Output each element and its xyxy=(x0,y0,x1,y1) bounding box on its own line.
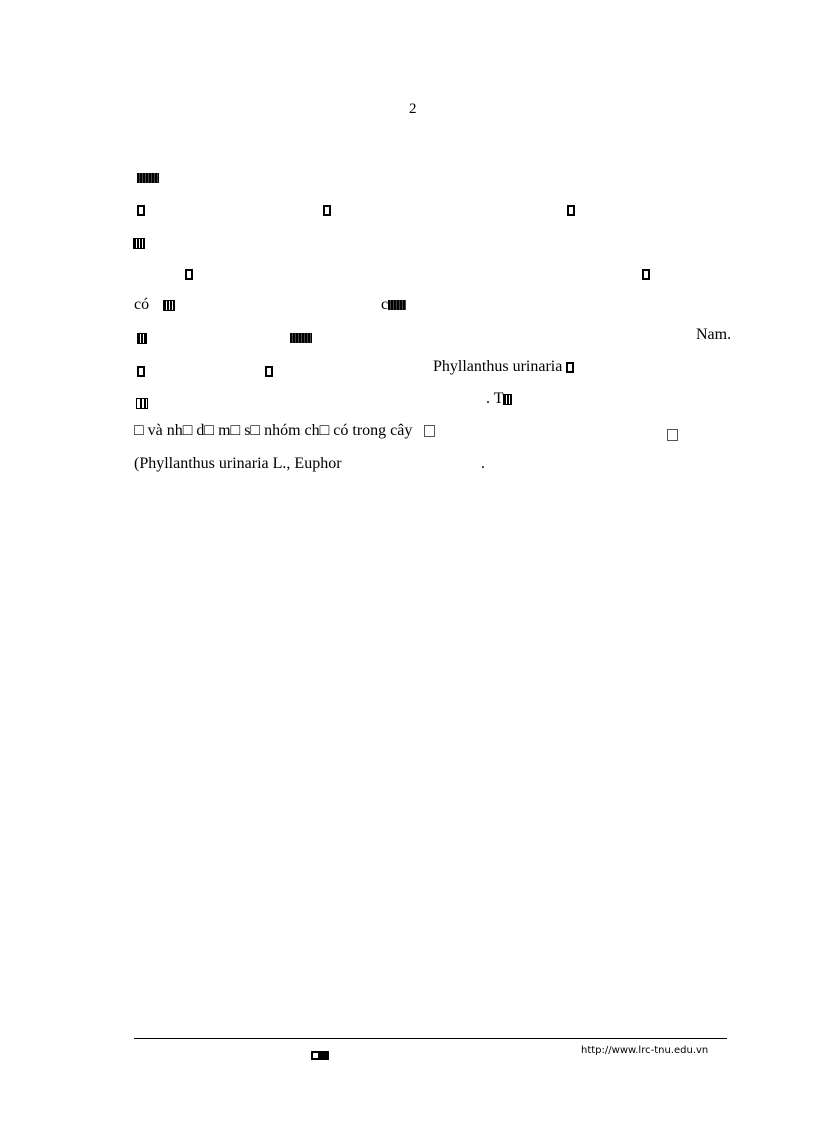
text-line-7-mid xyxy=(265,362,273,380)
missing-glyph-icon xyxy=(265,366,273,377)
text-line-9-end xyxy=(667,426,678,444)
text-line-2-mid xyxy=(323,201,331,219)
text-line-6 xyxy=(137,329,147,347)
missing-glyph-icon xyxy=(323,205,331,216)
missing-glyph-icon xyxy=(667,429,678,441)
species-name: Phyllanthus urinaria xyxy=(433,358,563,375)
text-line-2 xyxy=(137,201,145,219)
text-line-8 xyxy=(136,394,148,412)
text-line-3 xyxy=(133,234,145,252)
text-line-2-end xyxy=(567,201,575,219)
text-line-7 xyxy=(137,362,145,380)
missing-glyph-icon xyxy=(137,205,145,216)
missing-glyph-icon xyxy=(566,362,574,373)
missing-glyph-block-icon xyxy=(137,173,159,183)
footer-url[interactable]: http://www.lrc-tnu.edu.vn xyxy=(581,1045,709,1056)
text-line-4 xyxy=(185,265,193,283)
text-line-7-latin xyxy=(433,359,574,375)
missing-glyph-icon xyxy=(320,1051,329,1060)
text-fragment: □ và nh□ d□ m□ s□ nhóm ch□ có trong cây xyxy=(134,422,413,439)
footer-mark xyxy=(311,1046,329,1064)
text-fragment: c xyxy=(381,296,389,313)
missing-glyph-icon xyxy=(424,425,435,437)
text-line-10: (Phyllanthus urinaria L., Euphor xyxy=(134,455,342,472)
page-number: 2 xyxy=(409,101,417,117)
text-line-8-end xyxy=(486,391,512,407)
missing-glyph-icon xyxy=(163,300,175,311)
missing-glyph-icon xyxy=(137,366,145,377)
missing-glyph-icon xyxy=(137,333,147,344)
heading-line xyxy=(137,169,159,187)
footer-rule xyxy=(134,1038,727,1039)
missing-glyph-icon xyxy=(642,269,650,280)
text-line-10-end: . xyxy=(481,455,485,472)
missing-glyph-icon xyxy=(133,238,145,249)
missing-glyph-block-icon xyxy=(290,333,312,343)
missing-glyph-icon xyxy=(311,1051,320,1060)
text-line-5-mid xyxy=(381,297,406,313)
missing-glyph-icon xyxy=(503,394,512,405)
missing-glyph-icon xyxy=(136,398,148,409)
missing-glyph-icon xyxy=(567,205,575,216)
text-fragment: . T xyxy=(486,390,504,407)
text-line-6-mid xyxy=(290,329,312,347)
missing-glyph-icon xyxy=(185,269,193,280)
text-fragment: có xyxy=(134,296,150,313)
text-line-5 xyxy=(134,297,175,313)
text-line-9 xyxy=(134,423,435,439)
missing-glyph-block-icon xyxy=(388,300,406,310)
text-line-6-end: Nam. xyxy=(696,326,732,343)
text-line-4-end xyxy=(642,265,650,283)
